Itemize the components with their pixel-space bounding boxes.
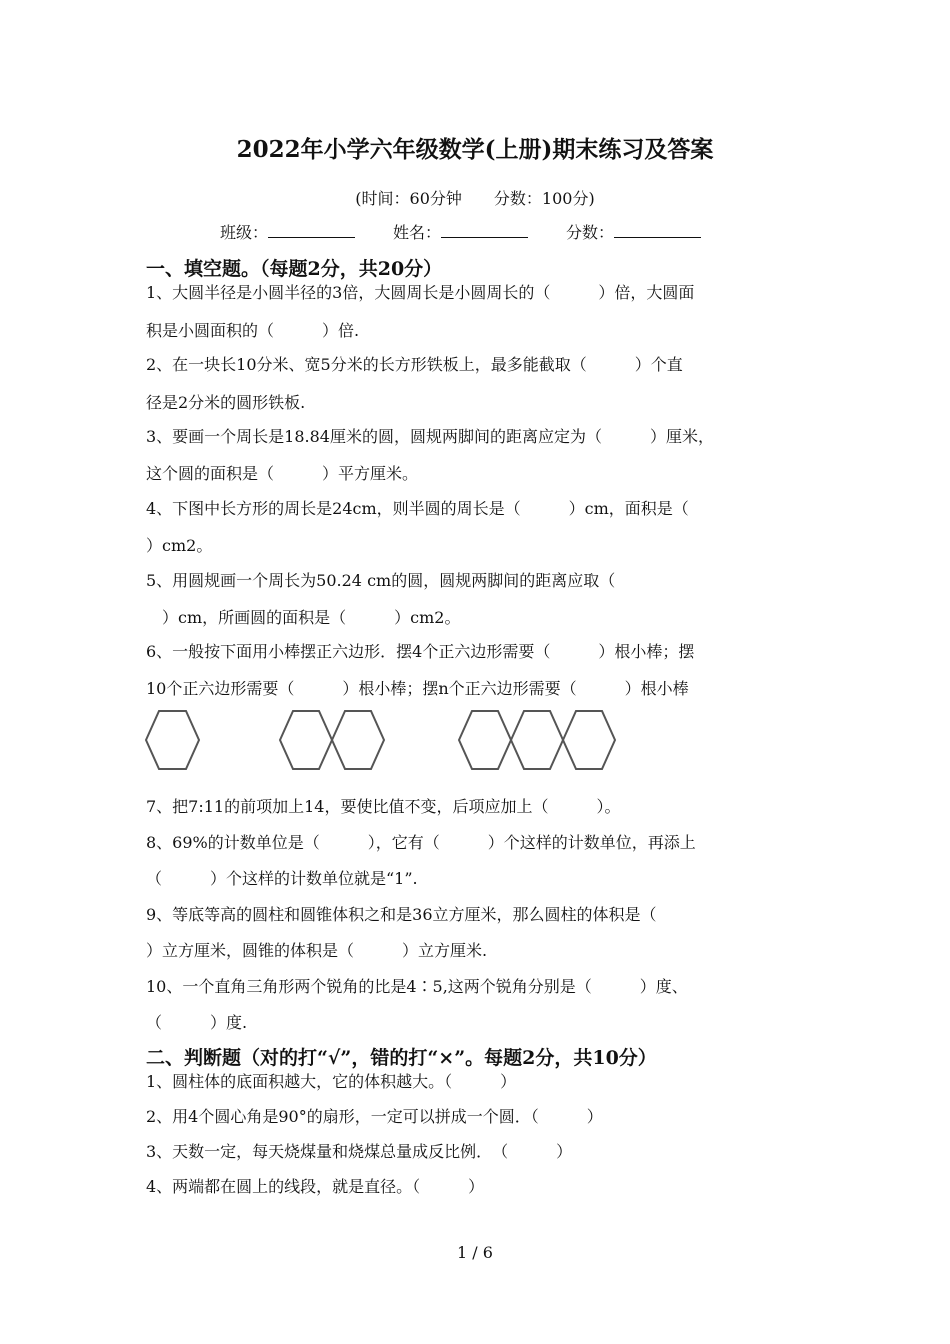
hexagon-figure: [140, 704, 630, 778]
question-line: （ ）度.: [146, 1013, 248, 1032]
question-line: ）立方厘米，圆锥的体积是（ ）立方厘米.: [146, 941, 488, 960]
question-line: 10、一个直角三角形两个锐角的比是4∶5,这两个锐角分别是（ ）度、: [146, 977, 688, 996]
question-line: 1、大圆半径是小圆半径的3倍，大圆周长是小圆周长的（ ）倍，大圆面: [146, 283, 695, 302]
score-label: 分数：: [566, 223, 615, 242]
question-line: 4、下图中长方形的周长是24cm，则半圆的周长是（ ）cm，面积是（: [146, 499, 689, 518]
class-blank: [268, 223, 355, 238]
question-line: （ ）个这样的计数单位就是“1”.: [146, 869, 418, 888]
question-line: 3、要画一个周长是18.84厘米的圆，圆规两脚间的距离应定为（ ）厘米，: [146, 427, 714, 446]
page-title: 2022年小学六年级数学(上册)期末练习及答案: [236, 136, 714, 163]
question-line: 4、两端都在圆上的线段，就是直径。（ ）: [146, 1177, 485, 1196]
name-label: 姓名：: [393, 223, 442, 242]
hexagon-shape: [563, 711, 615, 769]
question-line: 这个圆的面积是（ ）平方厘米。: [146, 464, 419, 483]
question-line: 6、一般按下面用小棒摆正六边形．摆4个正六边形需要（ ）根小棒；摆: [146, 642, 695, 661]
student-info-row: [220, 220, 701, 243]
hexagon-shape: [459, 711, 511, 769]
hexagon-shape: [511, 711, 563, 769]
question-line: ）cm2。: [146, 536, 213, 555]
class-label: 班级：: [220, 223, 269, 242]
question-line: 10个正六边形需要（ ）根小棒；摆n个正六边形需要（ ）根小棒: [146, 679, 689, 698]
question-line: 2、在一块长10分米、宽5分米的长方形铁板上，最多能截取（ ）个直: [146, 355, 683, 374]
question-line: 2、用4个圆心角是90°的扇形，一定可以拼成一个圆．（ ）: [146, 1107, 603, 1126]
section1-heading: 一、填空题。（每题2分，共20分）: [146, 258, 443, 280]
page-number: 1 / 6: [457, 1243, 493, 1262]
question-line: 1、圆柱体的底面积越大，它的体积越大。（ ）: [146, 1072, 517, 1091]
hexagon-shape: [280, 711, 332, 769]
hexagon-shape: [332, 711, 384, 769]
exam-meta: (时间：60分钟 分数：100分): [355, 189, 595, 208]
question-line: 9、等底等高的圆柱和圆锥体积之和是36立方厘米，那么圆柱的体积是（: [146, 905, 657, 924]
question-line: 5、用圆规画一个周长为50.24 cm的圆，圆规两脚间的距离应取（: [146, 571, 616, 590]
question-line: 3、天数一定，每天烧煤量和烧煤总量成反比例． （ ）: [146, 1142, 573, 1161]
question-line: 径是2分米的圆形铁板.: [146, 393, 306, 412]
section2-heading: 二、判断题（对的打“√”，错的打“×”。每题2分，共10分）: [146, 1047, 657, 1069]
question-line: 积是小圆面积的（ ）倍.: [146, 321, 360, 340]
question-line: 8、69%的计数单位是（ ），它有（ ）个这样的计数单位，再添上: [146, 833, 696, 852]
hexagon-shape: [146, 711, 199, 769]
name-blank: [441, 223, 528, 238]
score-blank: [614, 223, 701, 238]
question-line: ）cm，所画圆的面积是（ ）cm2。: [146, 608, 461, 627]
question-line: 7、把7:11的前项加上14，要使比值不变，后项应加上（ ）。: [146, 797, 621, 816]
